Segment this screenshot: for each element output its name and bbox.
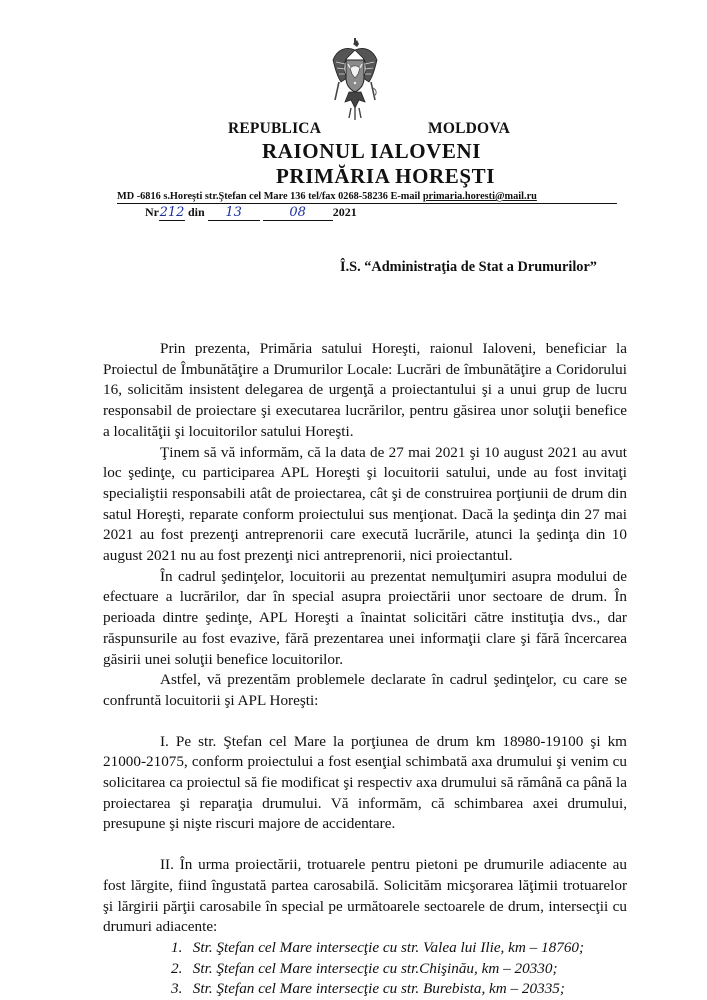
list-item-number: 2. — [171, 959, 183, 977]
list-item — [103, 979, 627, 1000]
list-item — [103, 938, 627, 959]
list-item — [103, 959, 627, 980]
header-republic-right: MOLDOVA — [428, 120, 511, 137]
email-link[interactable]: primaria.horesti@mail.ru — [422, 191, 537, 202]
date-year: 2021 — [332, 205, 357, 219]
list-item-number: 1. — [171, 938, 183, 956]
paragraph-point-i: I. Pe str. Ştefan cel Mare la porţiunea de drum km 18980-19100 şi km 21000-21075, conform proiectului a fost esenţial schimbată axa drumului şi venim cu solicitarea ca proiectul să fie modificat şi respectiv axa drumului să rămână ca până la proiectarea şi reparaţia drumului. Vă informăm, că schimbarea axei drumului, presupune şi nişte riscuri majore de accidentare. — [103, 732, 627, 833]
header-republic-left: REPUBLICA — [228, 120, 322, 137]
address-text: MD -6816 s.Horeşti str.Ştefan cel Mare 136 tel/fax 0268-58236 E-mail — [117, 191, 421, 202]
list-item-text: Str. Ştefan cel Mare intersecţie cu str. Valea lui Ilie, km – 18760; — [192, 938, 585, 956]
list-item-number: 3. — [171, 980, 183, 998]
header-institution: PRIMĂRIA HOREŞTI — [276, 164, 496, 188]
date-month: 08 — [263, 205, 333, 221]
paragraph: Ţinem să vă informăm, că la data de 27 mai 2021 şi 10 august 2021 au avut loc şedinţe, cu participarea APL Horeşti şi locuitorii satului, unde au fost invitaţi specialiştii responsabili atât de proiectarea, cât şi de construirea porţiunii de drum din satul Horeşti, reparate conform proiectului sus menţionat. Dacă la şedinţa din 27 mai 2021 au fost prezenţi antreprenorii care execută lucrările, atunci la şedinţa din 10 august 2021 nu au fost prezenţi nici antreprenorii, nici proiectantul. — [103, 443, 627, 565]
letter-body — [103, 339, 627, 1000]
recipient-heading: Î.S. “Administraţia de Stat a Drumurilor” — [340, 259, 597, 275]
header-address — [117, 191, 617, 204]
date-day: 13 — [208, 205, 260, 221]
paragraph-point-ii: II. În urma proiectării, trotuarele pentru pietoni pe drumurile adiacente au fost lărgite, fiind îngustată partea carosabilă. Solicităm micşorarea lăţimii trotuarelor şi lărgirii părţii carosabile în special pe următoarele sectoarele de drum, intersecţii cu drumuri adiacente: — [103, 856, 627, 936]
list-item-text: Str. Ştefan cel Mare intersecţie cu str.Chişinău, km – 20330; — [192, 959, 558, 977]
paragraph: Prin prezenta, Primăria satului Horeşti, raionul Ialoveni, beneficiar la Proiectul de Îmbunătăţire a Drumurilor Locale: Lucrări de îmbunătăţire a Coridorului 16, solicităm insistent delegarea de urgenţă a proiectantului şi a unui grup de lucru responsabil de proiectare şi executarea lucrărilor, pentru găsirea unor soluţii benefice a localităţii şi locuitorilor satului Horeşti. — [103, 340, 627, 440]
header-district: RAIONUL IALOVENI — [262, 139, 482, 163]
paragraph: În cadrul şedinţelor, locuitorii au prezentat nemulţumiri asupra modului de efectuare a lucrărilor, dar în special asupra proiectării unor sectoare de drum. În perioada dintre şedinţe, APL Horeşti a înaintat solicitări către instituţia dvs., dar răspunsurile au fost evazive, fără prezentarea unei informaţii clare şi fără încercarea găsirii unei soluţii benefice locuitorilor. — [103, 567, 627, 668]
paragraph: Astfel, vă prezentăm problemele declarate în cadrul şedinţelor, cu care se confruntă locuitorii şi APL Horeşti: — [103, 671, 627, 709]
registration-line — [145, 205, 357, 221]
din-label: din — [188, 205, 205, 219]
nr-label: Nr — [145, 205, 159, 219]
coat-of-arms-icon — [331, 38, 379, 120]
nr-value: 212 — [159, 205, 185, 220]
intersection-list — [103, 938, 627, 1000]
list-item-text: Str. Ştefan cel Mare intersecţie cu str. Burebista, km – 20335; — [192, 980, 565, 998]
